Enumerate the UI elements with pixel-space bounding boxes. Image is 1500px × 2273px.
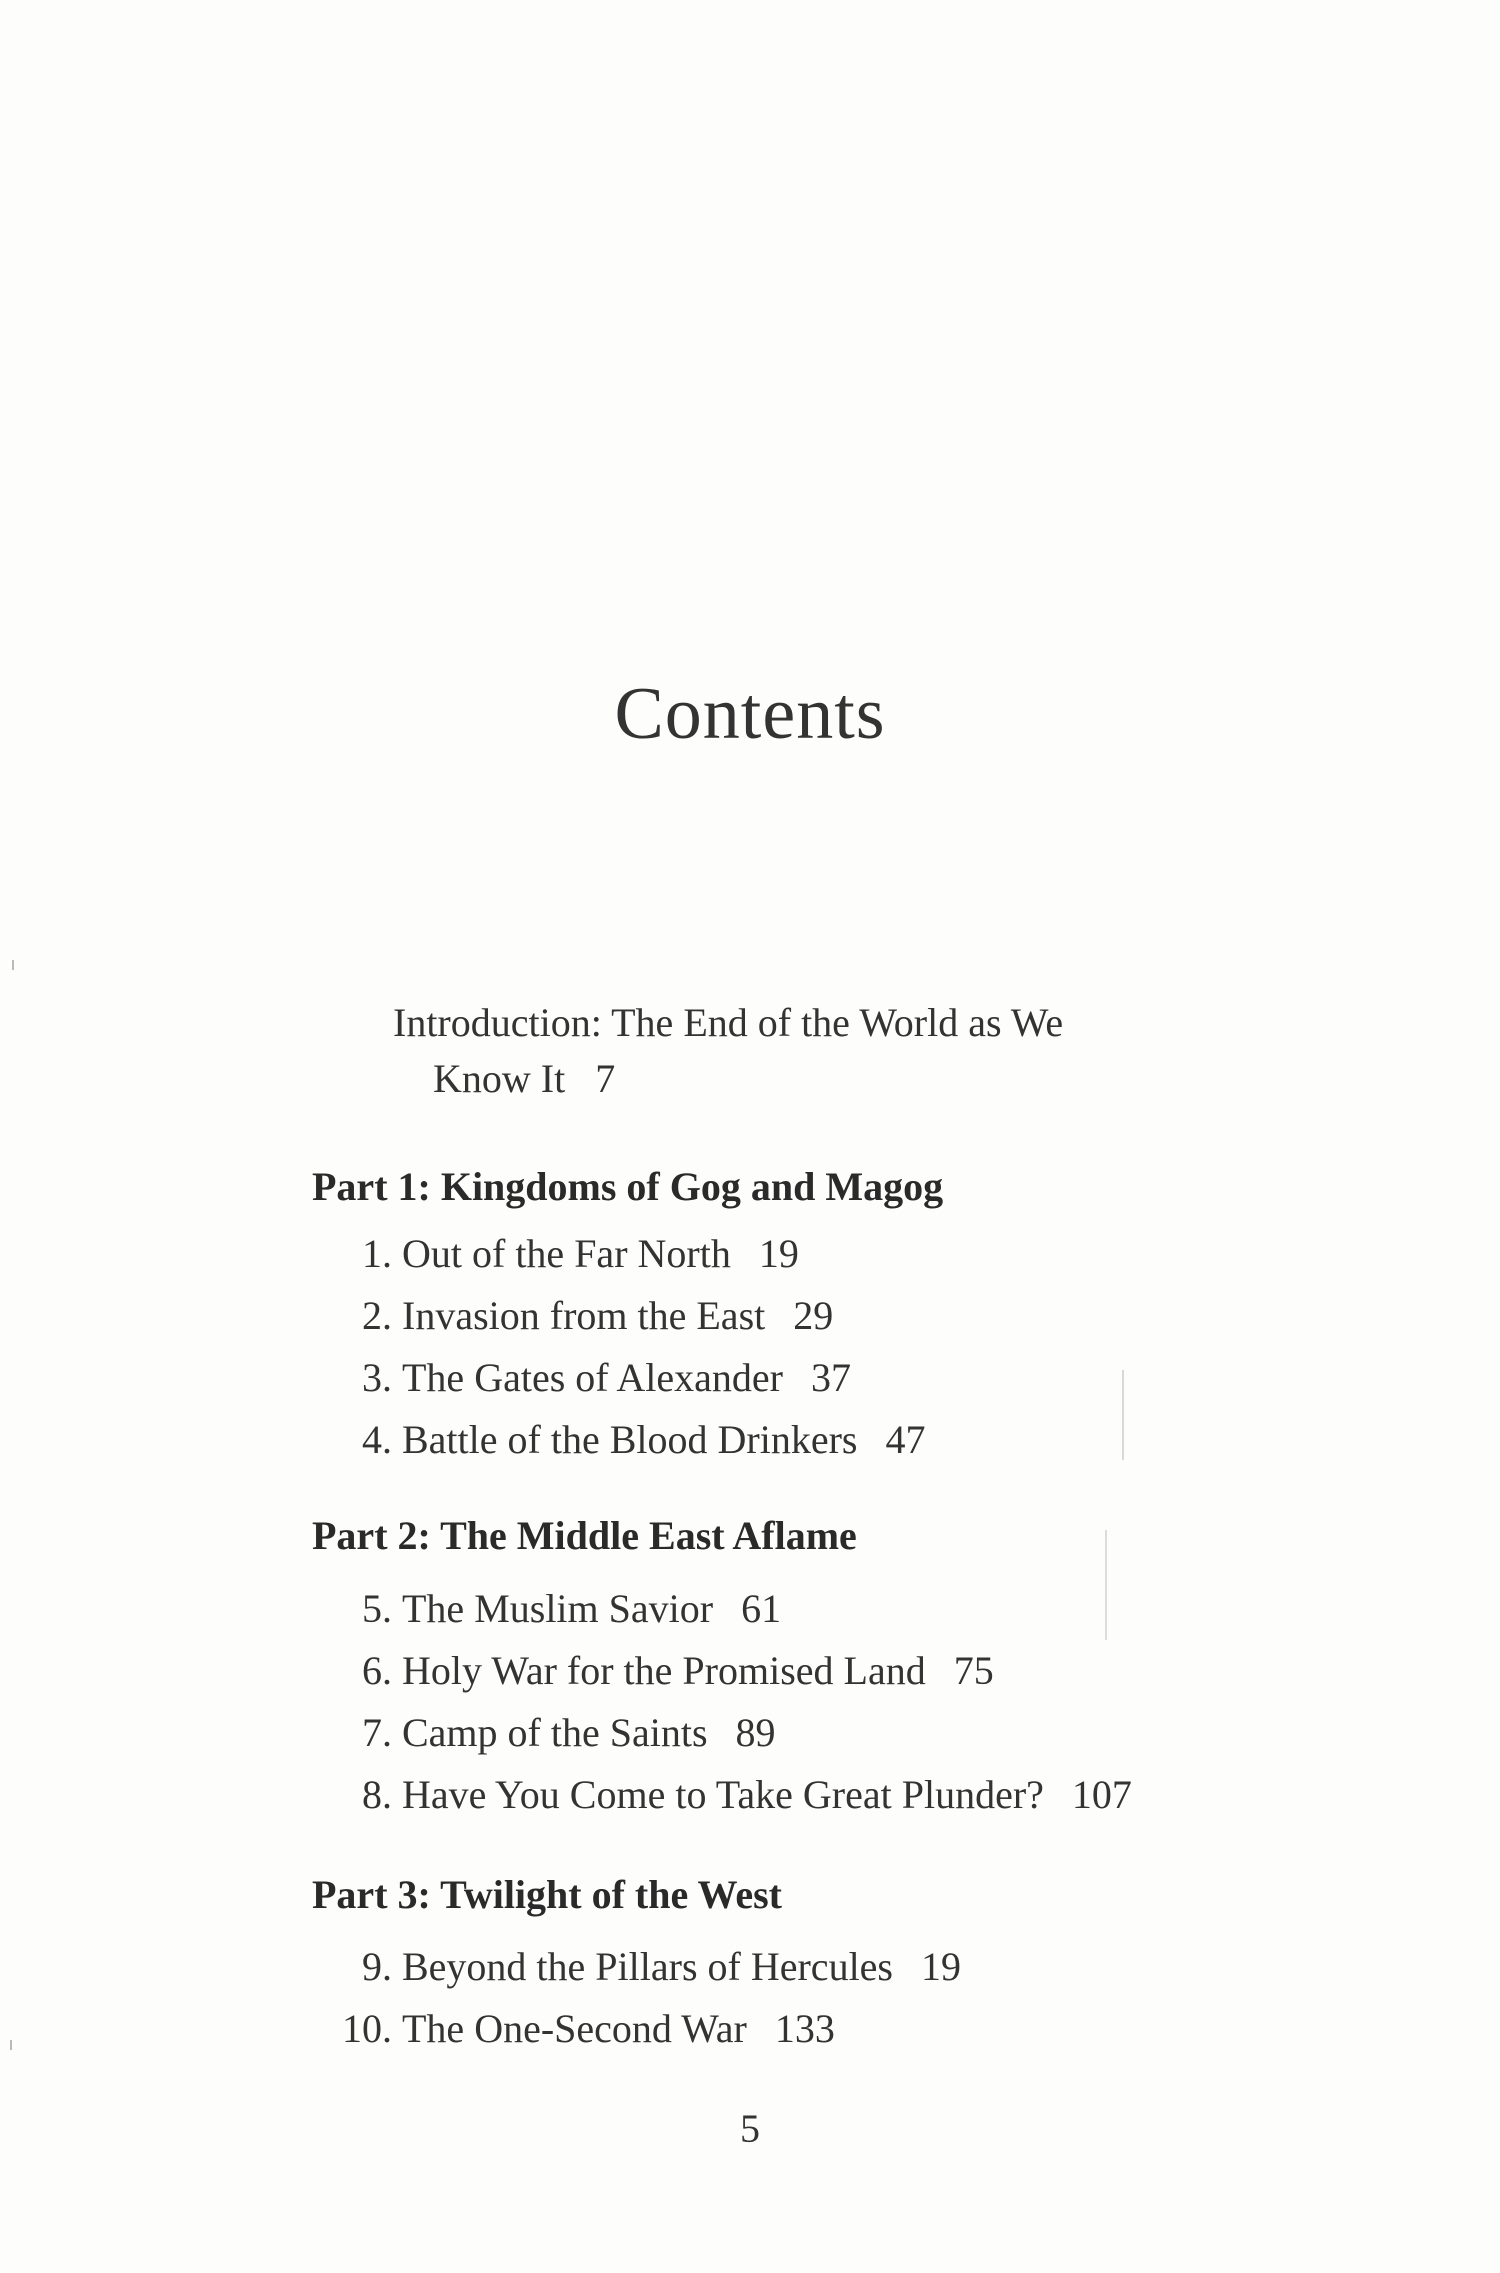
introduction-page-number: 7 [595,1056,616,1101]
chapter-title: Out of the Far North [402,1231,731,1276]
chapter-number: 7. [362,1710,392,1755]
introduction-line-1: Introduction: The End of the World as We [393,1000,1064,1045]
scan-speck [12,960,14,970]
chapter-title: Battle of the Blood Drinkers [402,1417,858,1462]
scan-speck [1105,1530,1107,1640]
chapter-number: 8. [362,1772,392,1817]
chapter-title: The One-Second War [402,2006,747,2051]
chapter-number: 10. [342,2006,392,2051]
toc-entry-chapter-3 [330,1354,851,1401]
chapter-number: 5. [362,1586,392,1631]
chapter-page-number: 89 [735,1710,776,1755]
toc-entry-chapter-6 [330,1647,994,1694]
introduction-line-2 [393,1051,1063,1107]
page-number: 5 [740,2106,760,2151]
chapter-page-number: 75 [953,1648,994,1693]
introduction-title-end: Know It [433,1056,566,1101]
scan-speck [10,2040,12,2050]
chapter-number: 3. [362,1355,392,1400]
chapter-title: Holy War for the Promised Land [402,1648,926,1693]
toc-introduction [393,995,1063,1107]
part-3-heading: Part 3: Twilight of the West [312,1872,782,1917]
chapter-number: 4. [362,1417,392,1462]
chapter-page-number: 47 [885,1417,926,1462]
chapter-page-number: 19 [921,1944,961,1989]
toc-entry-chapter-4 [330,1416,925,1463]
toc-entry-chapter-9 [330,1943,961,1990]
chapter-number: 9. [362,1944,392,1989]
part-1-heading: Part 1: Kingdoms of Gog and Magog [312,1164,944,1209]
scan-speck [1122,1370,1124,1460]
page-title: Contents [614,673,886,755]
toc-entry-chapter-7 [330,1709,776,1756]
toc-entry-chapter-2 [330,1292,833,1339]
chapter-title: The Gates of Alexander [402,1355,783,1400]
chapter-number: 1. [362,1231,392,1276]
toc-entry-chapter-5 [330,1585,781,1632]
chapter-title: Invasion from the East [402,1293,766,1338]
chapter-page-number: 107 [1071,1772,1132,1817]
chapter-title: Beyond the Pillars of Hercules [402,1944,893,1989]
chapter-title: The Muslim Savior [402,1586,714,1631]
chapter-title: Camp of the Saints [402,1710,708,1755]
part-2-heading: Part 2: The Middle East Aflame [312,1513,857,1558]
chapter-page-number: 133 [774,2006,835,2051]
toc-entry-chapter-8 [330,1771,1132,1818]
chapter-page-number: 61 [741,1586,782,1631]
chapter-page-number: 29 [793,1293,834,1338]
toc-entry-chapter-1 [330,1230,799,1277]
chapter-title: Have You Come to Take Great Plunder? [402,1772,1044,1817]
chapter-page-number: 37 [810,1355,851,1400]
chapter-number: 6. [362,1648,392,1693]
chapter-page-number: 19 [758,1231,799,1276]
chapter-number: 2. [362,1293,392,1338]
toc-entry-chapter-10 [330,2005,835,2052]
